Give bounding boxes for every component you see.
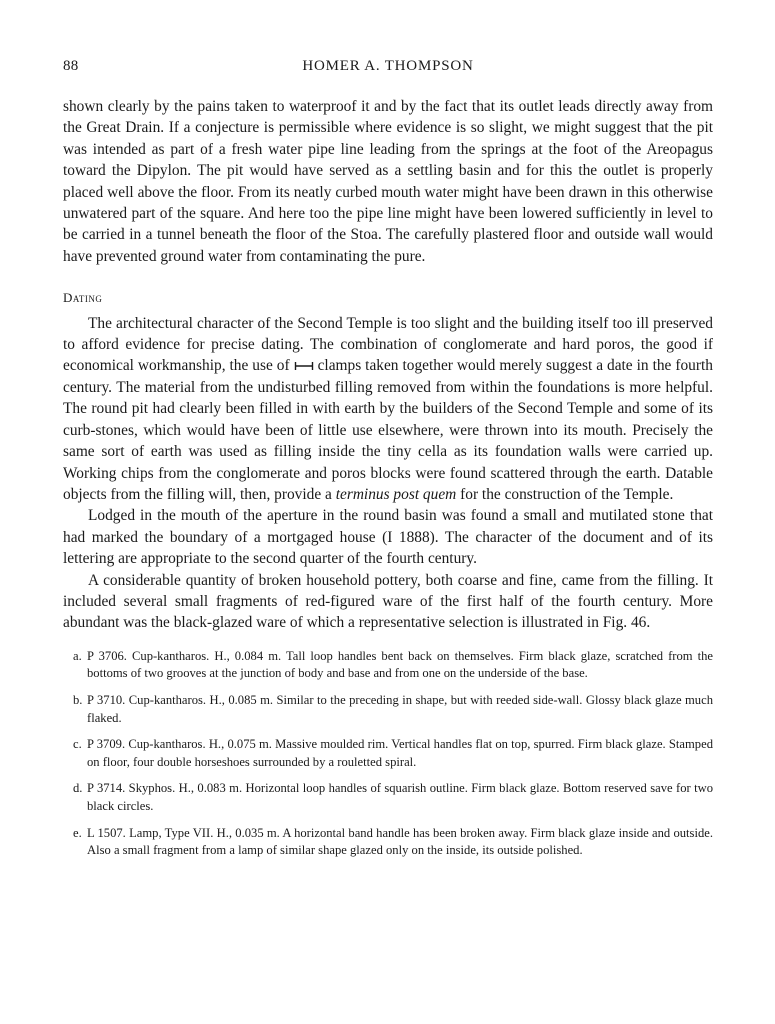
paragraph-text: for the construction of the Temple.	[460, 485, 674, 503]
paragraph: shown clearly by the pains taken to waterproof it and by the fact that its outlet leads directly away from the Great Drain. If a conjecture is permissible where evidence is so slight, we might suggest that the pit was intended as part of a fresh water pipe line leading from the springs at the foot of the Areopagus toward the Dipylon. The pit would have served as a settling basin and for this the outlet is properly placed well above the floor. From its neatly curbed mouth water might have been drawn in this otherwise unwatered part of the square. And here too the pipe line might have been lowered sufficiently in level to be carried in a tunnel beneath the floor of the Stoa. The carefully plastered floor and outside wall would have prevented ground water from contaminating the pure.	[63, 98, 713, 265]
italic-term: terminus post quem	[335, 485, 457, 503]
catalogue-letter: a.	[73, 648, 82, 663]
catalogue-text: P 3710. Cup-kantharos. H., 0.085 m. Similar to the preceding in shape, but with reeded side-wall. Glossy black glaze much flaked.	[87, 692, 713, 725]
catalogue-item	[63, 825, 713, 860]
catalogue-letter: e.	[73, 825, 82, 840]
paragraph	[63, 313, 713, 506]
catalogue-text: L 1507. Lamp, Type VII. H., 0.035 m. A horizontal band handle has been broken away. Firm black glaze inside and outside. Also a small fragment from a lamp of similar shape glazed only on the inside, its outside polished.	[87, 825, 713, 858]
running-title: HOMER A. THOMPSON	[302, 58, 474, 74]
catalogue-list	[63, 648, 713, 860]
section-heading: Dating	[63, 290, 103, 306]
catalogue-item	[63, 736, 713, 771]
catalogue-letter: c.	[73, 737, 82, 752]
catalogue-item	[63, 692, 713, 727]
paragraph: A considerable quantity of broken household pottery, both coarse and fine, came from the filling. It included several small fragments of red-figured ware of the first half of the fourth century. More abundant was the black-glazed ware of which a representative selection is illustrated in Fig. 46.	[63, 571, 713, 632]
catalogue-text: P 3714. Skyphos. H., 0.083 m. Horizontal loop handles of squarish outline. Firm black glaze. Bottom reserved save for two black circles.	[87, 781, 713, 813]
body-text	[63, 96, 713, 634]
paragraph-text: The architectural character of the Second Temple is too slight and the building itself too ill preserved to afford evidence for precise dating. The combination of conglomerate and hard poros, the good if economical workmanship, the use of	[63, 314, 713, 375]
catalogue-item	[63, 780, 713, 815]
running-head	[63, 58, 713, 82]
document-page	[63, 58, 713, 869]
catalogue-letter: d.	[73, 781, 83, 796]
page-number: 88	[63, 58, 79, 74]
double-t-clamp-icon	[294, 361, 314, 371]
catalogue-letter: b.	[73, 692, 83, 707]
paragraph: Lodged in the mouth of the aperture in the round basin was found a small and mutilated stone that had marked the boundary of a mortgaged house (I 1888). The character of the document and of its lettering are appropriate to the second quarter of the fourth century.	[63, 507, 713, 568]
catalogue-text: P 3709. Cup-kantharos. H., 0.075 m. Massive moulded rim. Vertical handles flat on top, spurred. Firm black glaze. Stamped on floor, four double horseshoes surrounded by a rouletted spiral.	[87, 737, 713, 769]
catalogue-text: P 3706. Cup-kantharos. H., 0.084 m. Tall loop handles bent back on themselves. Firm black glaze, scratched from the bottoms of two grooves at the junction of body and base and from one on the underside of the base.	[87, 648, 713, 681]
paragraph-text: clamps taken together would merely suggest a date in the fourth century. The material from the undisturbed filling removed from within the foundations is more helpful. The round pit had clearly been filled in with earth by the builders of the Second Temple and some of its curb-stones, which would have been of little use elsewhere, were thrown into its mouth. Precisely the same sort of earth was used as filling inside the tiny cella as its foundation walls were carried up. Working chips from the conglomerate and poros blocks were found scattered through the earth. Datable objects from the filling will, then, provide a	[63, 357, 713, 503]
catalogue-item	[63, 648, 713, 683]
